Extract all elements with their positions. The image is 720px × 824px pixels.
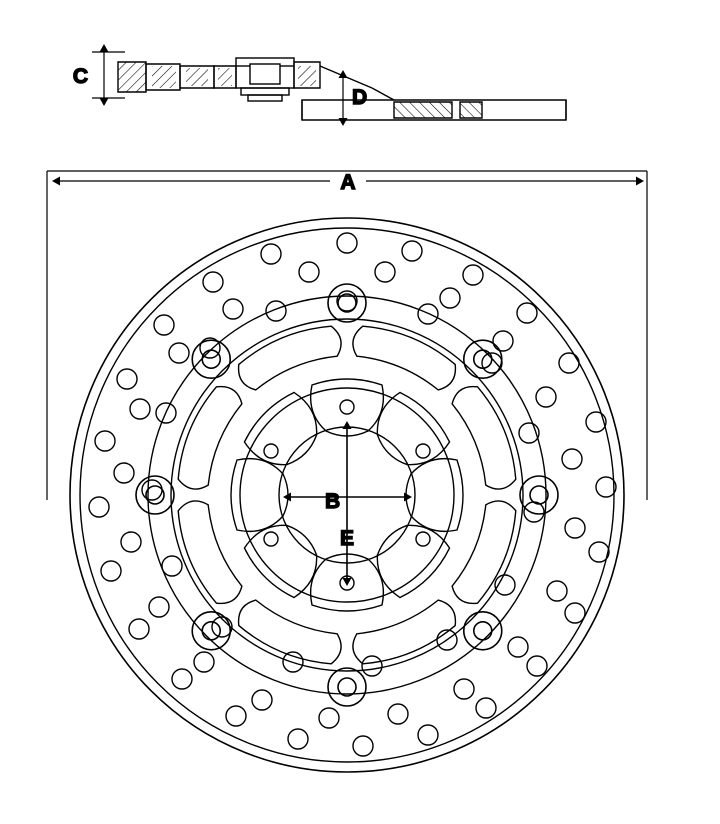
- drilled-holes-inner-ring: [142, 291, 544, 676]
- dimension-E: [340, 429, 354, 578]
- side-section-view: [73, 52, 566, 120]
- front-view: [47, 171, 647, 772]
- drilled-holes-outer-ring: [89, 233, 616, 756]
- side-left-flange: [118, 62, 236, 92]
- side-right-plate: [302, 88, 566, 120]
- drilled-holes-middle-ring: [114, 262, 585, 728]
- dimension-label-C: C: [72, 65, 88, 88]
- dimension-C: [73, 52, 125, 98]
- dimension-label-E: E: [339, 527, 355, 550]
- dimension-label-A: A: [340, 171, 356, 194]
- side-hub-boss: [236, 58, 294, 101]
- dimension-label-B: B: [325, 490, 341, 513]
- dimension-label-D: D: [352, 86, 368, 109]
